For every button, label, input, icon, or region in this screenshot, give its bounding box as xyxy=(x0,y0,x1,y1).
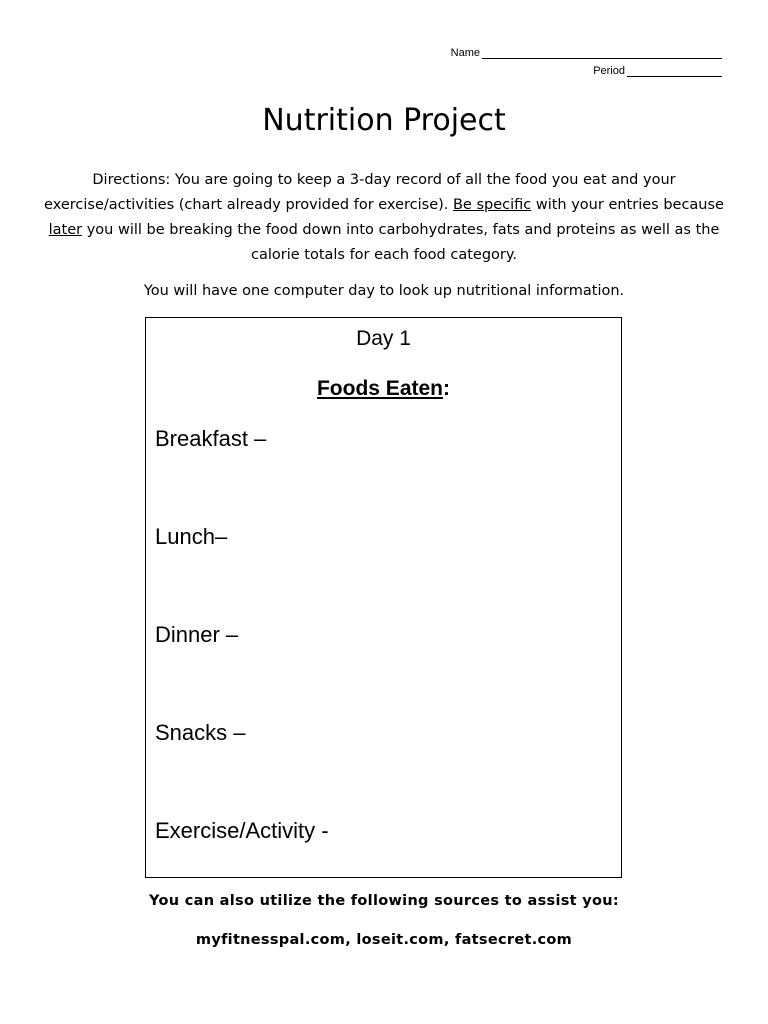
later-emphasis: later xyxy=(48,222,83,238)
name-label: Name xyxy=(450,47,480,59)
period-blank-line xyxy=(627,65,722,77)
name-blank-line xyxy=(482,47,722,59)
page-title: Nutrition Project xyxy=(262,103,506,138)
exercise-activity-label: Exercise/Activity - xyxy=(155,818,329,843)
day-title: Day 1 xyxy=(356,327,411,350)
directions-text-1: Directions: You are going to keep a 3-day record of all the food you eat and your exercise/activities (chart already provided for exercise). xyxy=(44,172,676,213)
foods-eaten-colon: : xyxy=(443,377,450,400)
dinner-label: Dinner – xyxy=(155,622,239,647)
foods-eaten-heading xyxy=(146,377,621,401)
directions-paragraph xyxy=(40,168,728,268)
sources-heading: You can also utilize the following sources to assist you: xyxy=(149,893,619,909)
snacks-label: Snacks – xyxy=(155,720,246,745)
directions-text-3: you will be breaking the food down into carbohydrates, fats and proteins as well as the calorie totals for each food category. xyxy=(82,222,720,263)
foods-eaten-label: Foods Eaten xyxy=(316,377,443,400)
name-field xyxy=(451,47,722,59)
lunch-label: Lunch– xyxy=(155,524,228,549)
sources-list: myfitnesspal.com, loseit.com, fatsecret.com xyxy=(195,932,573,948)
period-field xyxy=(593,65,722,77)
be-specific-emphasis: Be specific xyxy=(452,197,532,213)
day-record-box xyxy=(145,317,622,878)
computer-day-note: You will have one computer day to look up nutritional information. xyxy=(143,283,625,299)
directions-text-2: with your entries because xyxy=(531,197,724,213)
breakfast-label: Breakfast – xyxy=(155,426,267,451)
period-label: Period xyxy=(593,65,625,77)
